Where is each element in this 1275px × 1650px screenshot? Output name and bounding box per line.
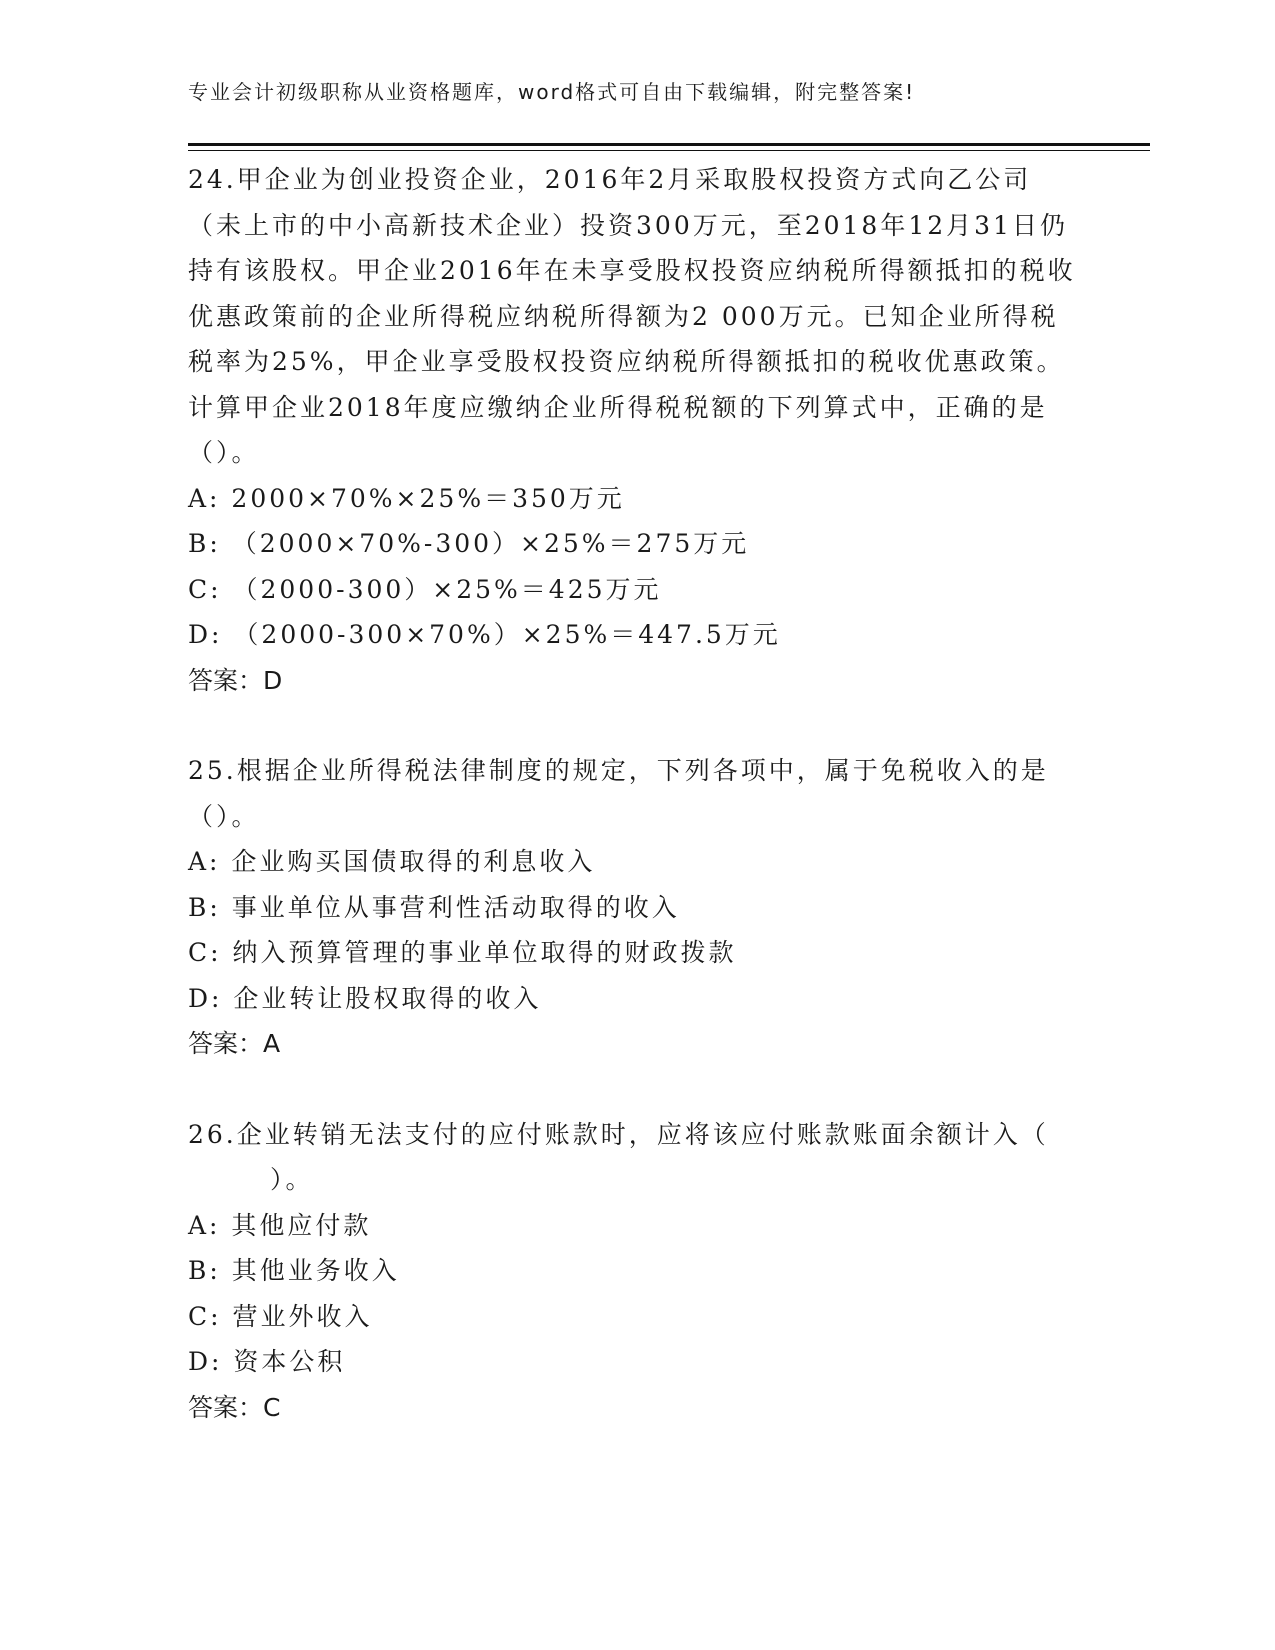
- question-26: [188, 1112, 1078, 1431]
- option-b: B: 其他业务收入: [188, 1256, 400, 1285]
- question-25: [188, 748, 1078, 1067]
- option-b: B: （2000×70%-300）×25%＝275万元: [188, 529, 750, 558]
- question-stem: 26.企业转销无法支付的应付账款时，应将该应付账款账面余额计入（: [188, 1119, 1049, 1149]
- question-stem-end: ）。: [270, 1165, 314, 1194]
- option-b: B: 事业单位从事营利性活动取得的收入: [188, 892, 680, 922]
- answer: 答案：C: [188, 1392, 281, 1422]
- answer: 答案：D: [188, 665, 283, 695]
- header-rule-thick: [188, 143, 1150, 146]
- option-d: D: 资本公积: [188, 1347, 346, 1376]
- spacer: [188, 1067, 1078, 1112]
- option-c: C: 纳入预算管理的事业单位取得的财政拨款: [188, 938, 737, 967]
- answer: 答案：A: [188, 1029, 281, 1058]
- question-stem: 24.甲企业为创业投资企业，2016年2月采取股权投资方式向乙公司（未上市的中小高新技术企业）投资300万元，至2018年12月31日仍持有该股权。甲企业2016年在未享受股权投资应纳税所得额抵扣的税收优惠政策前的企业所得税应纳税所得额为2 000万元。已知企业所得税税率为25%，甲企业享受股权投资应纳税所得额抵扣的税收优惠政策。计算甲企业2018年度应缴纳企业所得税税额的下列算式中，正确的是（）。: [188, 165, 1076, 467]
- question-24: [188, 157, 1078, 703]
- option-a: A: 其他应付款: [188, 1210, 372, 1240]
- option-c: C: （2000-300）×25%＝425万元: [188, 574, 662, 604]
- option-a: A: 2000×70%×25%＝350万元: [188, 483, 625, 513]
- spacer: [188, 703, 1078, 748]
- page-header: 专业会计初级职称从业资格题库，word格式可自由下载编辑，附完整答案!: [188, 80, 916, 104]
- option-c: C: 营业外收入: [188, 1301, 373, 1331]
- option-d: D: 企业转让股权取得的收入: [188, 983, 542, 1013]
- question-stem-continuation: [188, 1157, 1078, 1203]
- option-d: D: （2000-300×70%）×25%＝447.5万元: [188, 620, 781, 649]
- option-a: A: 企业购买国债取得的利息收入: [188, 847, 596, 876]
- question-stem: 25.根据企业所得税法律制度的规定，下列各项中，属于免税收入的是（）。: [188, 756, 1049, 831]
- question-list: [188, 157, 1078, 1430]
- header-rule-thin: [188, 150, 1150, 151]
